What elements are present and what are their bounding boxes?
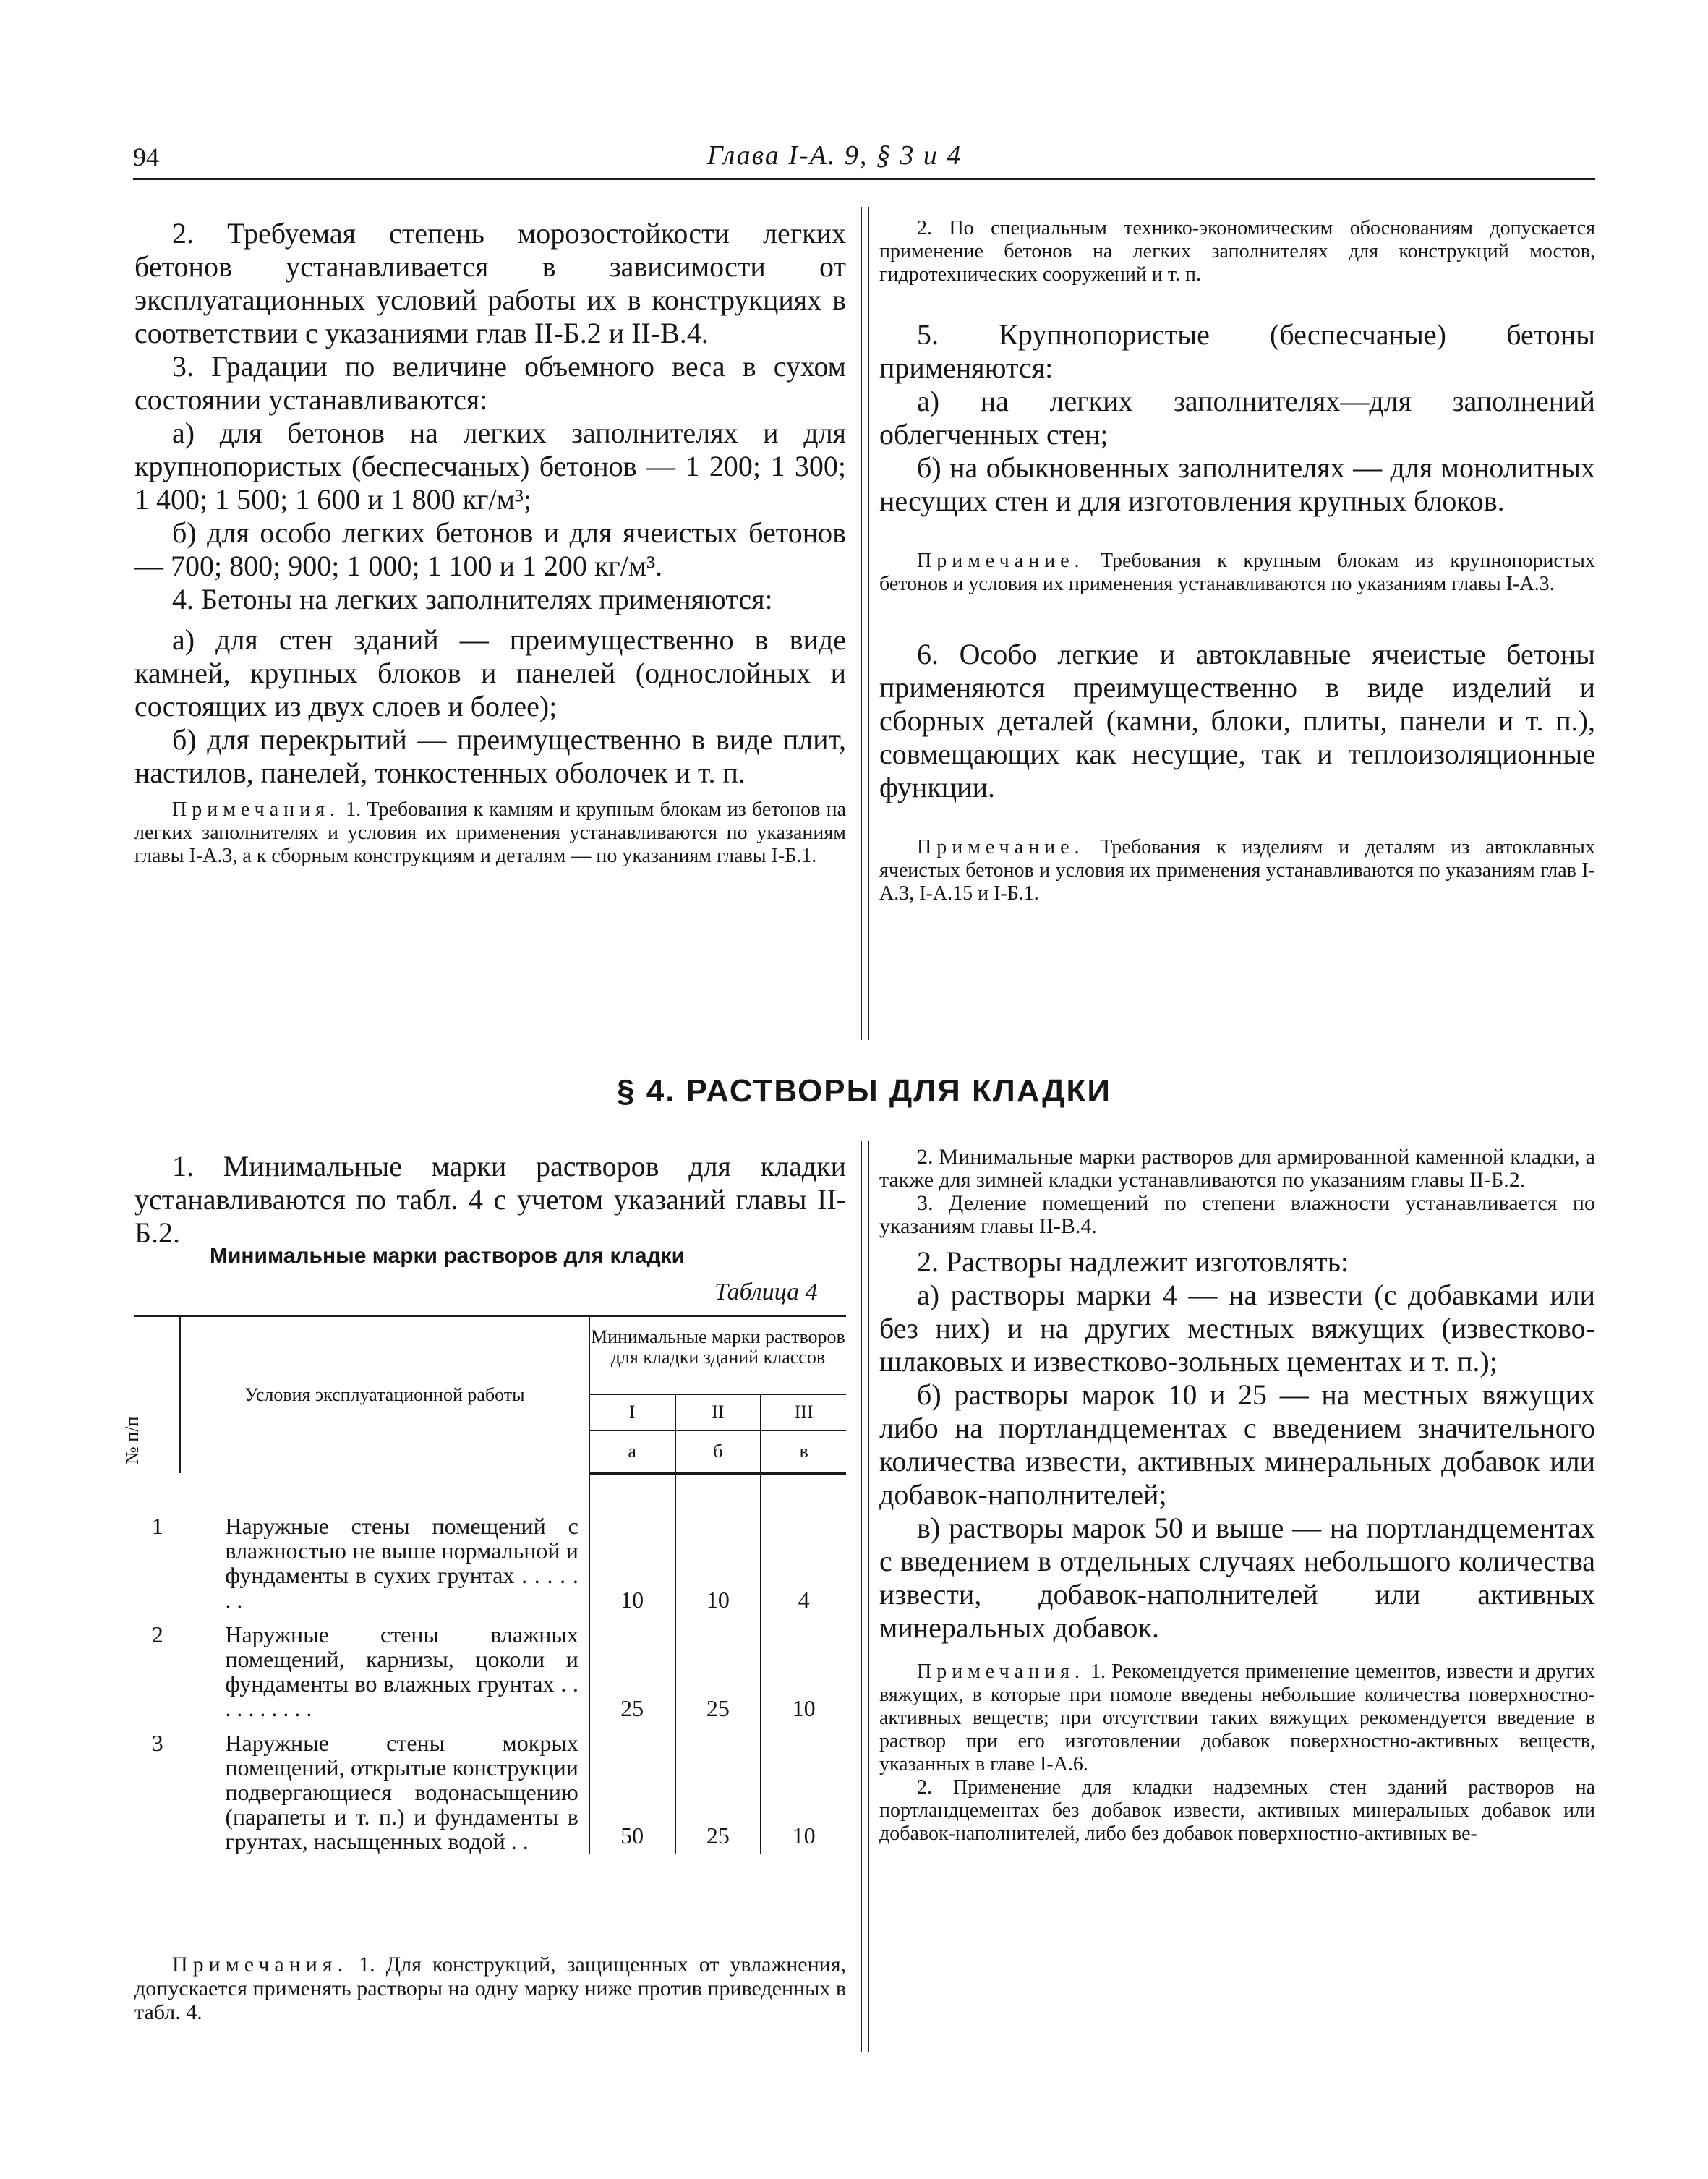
class-header-3: III xyxy=(761,1394,846,1430)
row-value-3: 10 xyxy=(761,1612,846,1720)
paragraph-2: 2. Растворы надлежит изготовлять: xyxy=(917,1245,1349,1278)
right-column-bottom xyxy=(879,1146,1595,1846)
paragraph-1: 1. Минимальные марки растворов для кладки устанавливаются по табл. 4 с учетом указаний главы II-Б.2. xyxy=(134,1150,846,1249)
paragraph-6: 6. Особо легкие и автоклавные ячеистые бетоны применяются преимущественно в виде изделий и сборных деталей (камни, блоки, плиты, панели и т. п.), совмещающих как несущие, так и теплоизоляционные функции. xyxy=(879,638,1595,803)
section-title: § 4. РАСТВОРЫ ДЛЯ КЛАДКИ xyxy=(617,1073,1111,1109)
row-value-3: 4 xyxy=(761,1473,846,1612)
note2-block: 2. Применение для кладки надземных стен зданий растворов на портландцементах без добавок извести, активных минеральных добавок или добавок-наполнителей, либо без добавок поверхностно-активных ве- xyxy=(879,1776,1595,1845)
paragraph-2-small: 2. По специальным технико-экономическим обоснованиям допускается применение бетонов на легких заполнителях для конструкций мостов, гидротехнических сооружений и т. п. xyxy=(879,217,1595,286)
note2-block xyxy=(879,836,1595,905)
row-value-2: 25 xyxy=(675,1720,761,1854)
table-row xyxy=(134,1612,846,1720)
page-number: 94 xyxy=(133,142,159,171)
paragraph-2c: в) растворы марок 50 и выше — на портландцементах с введением в отдельных случаях небольшого количества извести, добавок-наполнителей или активных минеральных добавок. xyxy=(879,1511,1595,1644)
note1-text: Требования к крупным блокам из крупнопористых бетонов и условия их применения устанавливаются по указаниям главы I-А.3. xyxy=(879,550,1595,595)
row-conditions: Наружные стены мокрых помещений, открытые конструкции подвергающиеся водонасыщению (парапеты и т. п.) и фундаменты в грунтах, насыщенных водой . . xyxy=(180,1720,589,1854)
paragraph-3a: а) для бетонов на легких заполнителях и для крупнопористых (беспесчаных) бетонов — 1 200; 1 300; 1 400; 1 500; 1 600 и 1 800 кг/м³; xyxy=(134,417,846,516)
table-row xyxy=(134,1473,846,1612)
paragraph-5: 5. Крупнопористые (беспесчаные) бетоны применяются: xyxy=(879,318,1595,384)
note1-block xyxy=(879,1660,1595,1776)
row-number: 1 xyxy=(151,1513,163,1539)
class-header-1: I xyxy=(589,1394,675,1430)
paragraph-5a: а) на легких заполнителях—для заполнений облегченных стен; xyxy=(879,385,1595,451)
sub-header-b: б xyxy=(675,1430,761,1473)
left-column-bottom xyxy=(134,1150,846,1250)
row-value-2: 10 xyxy=(675,1473,761,1612)
note2-label: Примечание. xyxy=(917,836,1085,858)
table-note-label: Примечания. xyxy=(172,1953,349,1977)
paragraph-3: 3. Градации по величине объемного веса в сухом состоянии устанавливаются: xyxy=(134,350,846,416)
row-value-1: 10 xyxy=(620,1587,644,1613)
paragraph-2-small: 2. Минимальные марки растворов для армированной каменной кладки, а также для зимней кладки устанавливаются по указаниям главы II-Б.2. xyxy=(879,1145,1595,1192)
row-value-1: 50 xyxy=(620,1822,644,1848)
paragraph-2a: а) растворы марки 4 — на извести (с добавками или без них) и на других местных вяжущих (известково-шлаковых и известково-зольных цементах и т. п.); xyxy=(879,1279,1595,1378)
note-block xyxy=(134,798,846,868)
note-text: 1. Требования к камням и крупным блокам из бетонов на легких заполнителях и условия их применения устанавливаются по указаниям главы I-А.3, а к сборным конструкциям и деталям — по указаниям главы I-Б.1. xyxy=(134,798,846,867)
row-conditions: Наружные стены помещений с влажностью не выше нормальной и фундаменты в сухих грунтах . . . . . . . xyxy=(180,1473,589,1612)
paragraph-3-small: 3. Деление помещений по степени влажности устанавливается по указаниям главы II-В.4. xyxy=(879,1191,1595,1238)
col-header-group: Минимальные марки растворов для кладки зданий классов xyxy=(589,1316,846,1395)
paragraph-5b: б) на обыкновенных заполнителях — для монолитных несущих стен и для изготовления крупных блоков. xyxy=(879,451,1595,517)
row-number: 2 xyxy=(151,1621,163,1647)
paragraph-2: 2. Требуемая степень морозостойкости легких бетонов устанавливается в зависимости от эксплуатационных условий работы их в конструкциях в соответствии с указаниями глав II-Б.2 и II-В.4. xyxy=(134,217,846,349)
note1-label: Примечание. xyxy=(917,550,1085,572)
right-column-top xyxy=(879,217,1595,905)
running-header: Глава I-А. 9, § 3 и 4 xyxy=(707,140,962,171)
note2-text: Требования к изделиям и деталям из автоклавных ячеистых бетонов и условия их применения устанавливаются по указаниям глав I-А.3, I-А.15 и I-Б.1. xyxy=(879,836,1595,905)
paragraph-3b: б) для особо легких бетонов и для ячеистых бетонов — 700; 800; 900; 1 000; 1 100 и 1 200 кг/м³. xyxy=(134,516,846,582)
paragraph-4b: б) для перекрытий — преимущественно в виде плит, настилов, панелей, тонкостенных оболочек и т. п. xyxy=(134,723,846,789)
sub-header-c: в xyxy=(761,1430,846,1473)
table-note xyxy=(134,1953,846,2024)
class-header-2: II xyxy=(675,1394,761,1430)
header-rule xyxy=(133,178,1595,180)
table-row xyxy=(134,1720,846,1854)
row-value-2: 25 xyxy=(675,1612,761,1720)
column-divider-bottom xyxy=(861,1141,869,2052)
note1-label: Примечания. xyxy=(917,1660,1085,1683)
row-value-3: 10 xyxy=(761,1720,846,1854)
table-caption: Минимальные марки растворов для кладки xyxy=(210,1244,686,1268)
col-header-number: № п/п xyxy=(134,1316,180,1474)
left-column-top xyxy=(134,217,846,868)
row-number: 3 xyxy=(151,1730,163,1756)
note1-text: 1. Рекомендуется применение цементов, извести и других вяжущих, в которые при помоле введены небольшие количества поверхностно-активных веществ; при отсутствии таких вяжущих рекомендуется введение в раствор при его изготовлении добавок поверхностно-активных веществ, указанных в главе I-А.6. xyxy=(879,1660,1595,1775)
row-value-1: 25 xyxy=(620,1695,644,1721)
paragraph-2b: б) растворы марок 10 и 25 — на местных вяжущих либо на портландцементах с введением значительного количества извести, активных минеральных добавок или добавок-наполнителей; xyxy=(879,1378,1595,1511)
sub-header-a: а xyxy=(589,1430,675,1473)
paragraph-4: 4. Бетоны на легких заполнителях применяются: xyxy=(172,583,773,615)
note1-block xyxy=(879,550,1595,596)
mortar-grades-table xyxy=(121,1315,846,1854)
row-conditions: Наружные стены влажных помещений, карнизы, цоколи и фундаменты во влажных грунтах . . . . . . . . . . xyxy=(180,1612,589,1720)
table-note-text: 1. Для конструкций, защищенных от увлажнения, допускается применять растворы на одну марку ниже против приведенных в табл. 4. xyxy=(134,1953,846,2024)
table-label: Таблица 4 xyxy=(714,1279,818,1305)
note-label: Примечания. xyxy=(172,798,341,821)
col-header-conditions: Условия эксплуатационной работы xyxy=(180,1316,589,1474)
paragraph-4a: а) для стен зданий — преимущественно в виде камней, крупных блоков и панелей (однослойных и состоящих из двух слоев и более); xyxy=(134,623,846,722)
column-divider-top xyxy=(861,207,869,1040)
